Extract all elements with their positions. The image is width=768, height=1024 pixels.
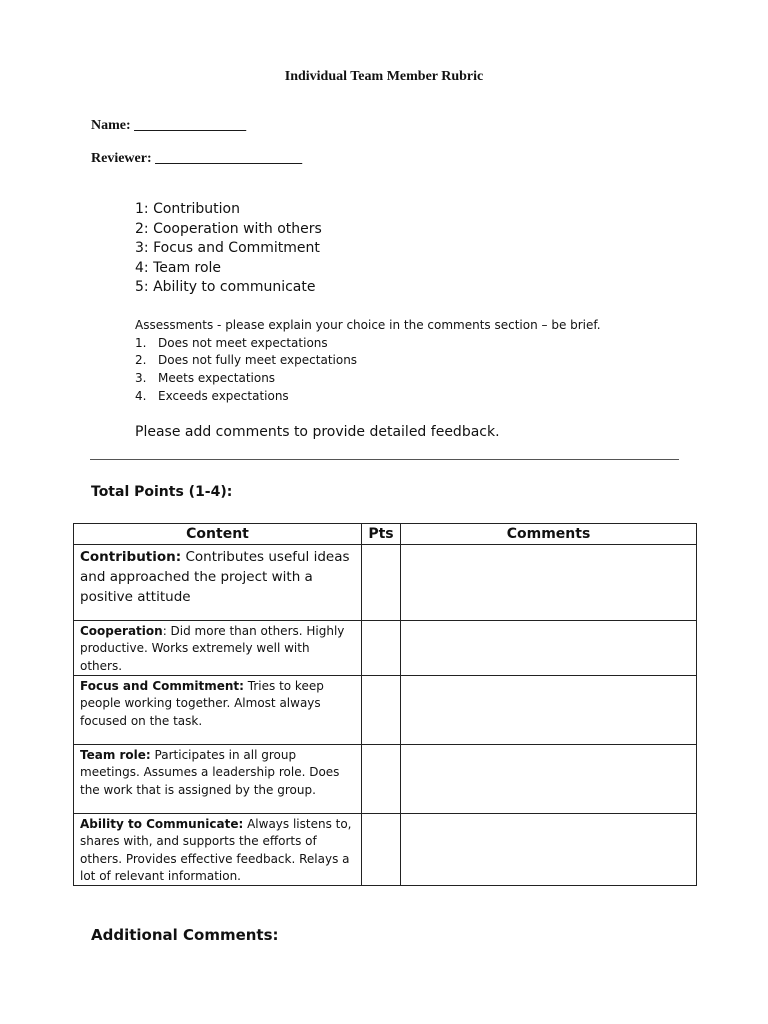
assessment-level bbox=[135, 335, 601, 353]
assessment-level-number: 2. bbox=[135, 353, 147, 368]
criterion-cell bbox=[74, 814, 362, 886]
pts-cell[interactable] bbox=[362, 745, 401, 814]
criteria-item: 5: Ability to communicate bbox=[135, 279, 316, 295]
criterion-cell bbox=[74, 676, 362, 745]
name-field[interactable]: Name: ________________ bbox=[91, 118, 247, 133]
pts-cell[interactable] bbox=[362, 621, 401, 676]
comments-cell[interactable] bbox=[401, 545, 697, 621]
assessment-level-label: Meets expectations bbox=[158, 371, 276, 386]
comments-cell[interactable] bbox=[401, 676, 697, 745]
criteria-item: 1: Contribution bbox=[135, 201, 240, 217]
criterion-description: Participates in all group meetings. Assumes a leadership role. Does the work that is assigned by the group. bbox=[80, 748, 340, 797]
table-row bbox=[74, 676, 697, 745]
assessments-section bbox=[135, 317, 601, 406]
criterion-name: Contribution: bbox=[80, 549, 182, 565]
comments-cell[interactable] bbox=[401, 621, 697, 676]
pts-cell[interactable] bbox=[362, 676, 401, 745]
additional-comments-label: Additional Comments: bbox=[91, 926, 279, 944]
criterion-cell bbox=[74, 621, 362, 676]
table-row bbox=[74, 545, 697, 621]
criterion-cell bbox=[74, 745, 362, 814]
comments-cell[interactable] bbox=[401, 814, 697, 886]
document-title: Individual Team Member Rubric bbox=[284, 69, 484, 84]
assessment-level bbox=[135, 352, 601, 370]
criterion-name: Focus and Commitment: bbox=[80, 679, 244, 693]
assessments-intro: Assessments - please explain your choice in the comments section – be brief. bbox=[135, 318, 601, 332]
assessment-level-label: Does not meet expectations bbox=[158, 335, 328, 350]
criterion-cell bbox=[74, 545, 362, 621]
criterion-description: Contributes useful ideas and approached the project with a positive attitude bbox=[80, 549, 350, 605]
criterion-description: Always listens to, shares with, and supports the efforts of others. Provides effective feedback. Relays a lot of relevant information. bbox=[80, 817, 352, 883]
header-comments: Comments bbox=[401, 524, 697, 545]
assessment-level bbox=[135, 388, 601, 406]
criteria-item: 3: Focus and Commitment bbox=[135, 240, 320, 256]
criteria-item: 4: Team role bbox=[135, 259, 222, 276]
assessment-level-label: Exceeds expectations bbox=[158, 388, 289, 403]
comments-cell[interactable] bbox=[401, 745, 697, 814]
criteria-item: 2: Cooperation with others bbox=[135, 220, 322, 237]
assessment-level bbox=[135, 370, 601, 388]
assessment-level-number: 4. bbox=[135, 388, 147, 403]
header-pts: Pts bbox=[362, 524, 401, 545]
table-row bbox=[74, 814, 697, 886]
total-points-label: Total Points (1-4): bbox=[91, 484, 233, 500]
assessment-level-number: 1. bbox=[135, 335, 147, 350]
criterion-name: Team role: bbox=[80, 748, 151, 762]
header-content: Content bbox=[74, 524, 362, 545]
table-row bbox=[74, 621, 697, 676]
criteria-list bbox=[135, 200, 322, 298]
section-divider bbox=[90, 459, 679, 460]
assessment-level-number: 3. bbox=[135, 371, 147, 386]
criterion-description: : Did more than others. Highly productive. Works extremely well with others. bbox=[80, 624, 345, 673]
criterion-name: Ability to Communicate: bbox=[80, 817, 244, 831]
table-header-row bbox=[74, 524, 697, 545]
criterion-description: Tries to keep people working together. Almost always focused on the task. bbox=[80, 679, 324, 728]
reviewer-field[interactable]: Reviewer: _____________________ bbox=[91, 151, 303, 166]
feedback-note: Please add comments to provide detailed feedback. bbox=[135, 424, 500, 440]
pts-cell[interactable] bbox=[362, 814, 401, 886]
criterion-name: Cooperation bbox=[80, 624, 163, 638]
assessment-level-label: Does not fully meet expectations bbox=[158, 353, 358, 368]
pts-cell[interactable] bbox=[362, 545, 401, 621]
table-row bbox=[74, 745, 697, 814]
rubric-table bbox=[73, 523, 697, 886]
assessment-levels bbox=[135, 335, 601, 406]
